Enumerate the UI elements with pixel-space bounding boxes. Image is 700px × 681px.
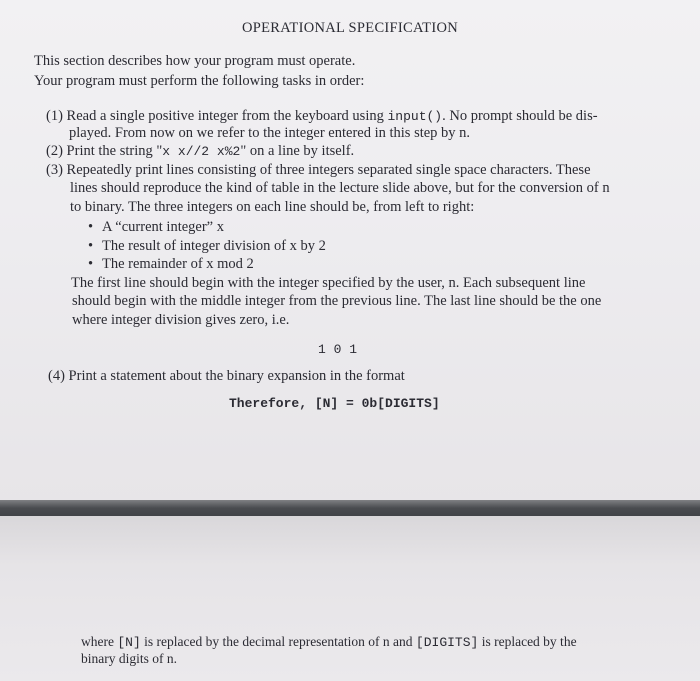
task-3-para-2: should begin with the middle integer from the previous line. The last line should be the one xyxy=(72,293,602,309)
bullet-text: A “current integer” x xyxy=(102,219,224,235)
task-3-line-3: to binary. The three integers on each line should be, from left to right: xyxy=(70,199,475,215)
task-3-para-3: where integer division gives zero, i.e. xyxy=(72,312,290,328)
task-2-post: " on a line by itself. xyxy=(240,143,355,159)
task-4-text: Print a statement about the binary expansion in the format xyxy=(68,368,405,384)
task-4-number: (4) xyxy=(48,368,65,384)
intro-line-2: Your program must perform the following tasks in order: xyxy=(34,73,365,89)
footer-text-1: where xyxy=(81,634,118,649)
footer-text-3: is replaced by the xyxy=(478,634,577,649)
input-code: input() xyxy=(387,109,443,124)
task-3-text-1: Repeatedly print lines consisting of three integers separated single space characters. These xyxy=(66,162,591,178)
task-1-line-2: played. From now on we refer to the integer entered in this step by n. xyxy=(69,125,471,141)
footer-line-2: binary digits of n. xyxy=(81,651,177,666)
task-1-text-b: . No prompt should be dis- xyxy=(442,108,598,124)
example-output: 1 0 1 xyxy=(318,342,358,357)
footer-digits-code: [DIGITS] xyxy=(415,635,479,650)
task-1-number: (1) xyxy=(46,108,63,124)
task-3-para-1: The first line should begin with the integer specified by the user, n. Each subsequent line xyxy=(71,275,586,291)
footer-line-1 xyxy=(81,633,577,651)
task-4-line xyxy=(48,368,405,385)
footer-text-2: is replaced by the decimal representation of n and xyxy=(140,634,416,649)
footer-n-code: [N] xyxy=(117,635,141,650)
bullet-item xyxy=(88,256,254,273)
bullet-icon: • xyxy=(88,219,94,235)
task-2-number: (2) xyxy=(46,143,63,159)
bullet-item xyxy=(88,219,224,236)
section-heading: OPERATIONAL SPECIFICATION xyxy=(241,20,458,36)
bullet-icon: • xyxy=(88,238,94,254)
task-2-line xyxy=(46,143,354,160)
format-string: Therefore, [N] = 0b[DIGITS] xyxy=(229,396,440,411)
task-1-line-1 xyxy=(46,108,598,125)
bullet-item xyxy=(88,238,326,255)
bullet-text: The remainder of x mod 2 xyxy=(102,256,254,272)
task-3-line-1 xyxy=(46,162,591,179)
task-1-text-a: Read a single positive integer from the keyboard using xyxy=(66,108,388,124)
bullet-icon: • xyxy=(88,256,94,272)
task-2-pre: Print the string " xyxy=(66,143,163,159)
task-2-code: x x//2 x%2 xyxy=(162,144,241,159)
task-3-number: (3) xyxy=(46,162,63,178)
task-3-line-2: lines should reproduce the kind of table in the lecture slide above, but for the conversion of n xyxy=(70,180,610,196)
bullet-text: The result of integer division of x by 2 xyxy=(102,238,326,254)
intro-line-1: This section describes how your program must operate. xyxy=(34,53,356,69)
